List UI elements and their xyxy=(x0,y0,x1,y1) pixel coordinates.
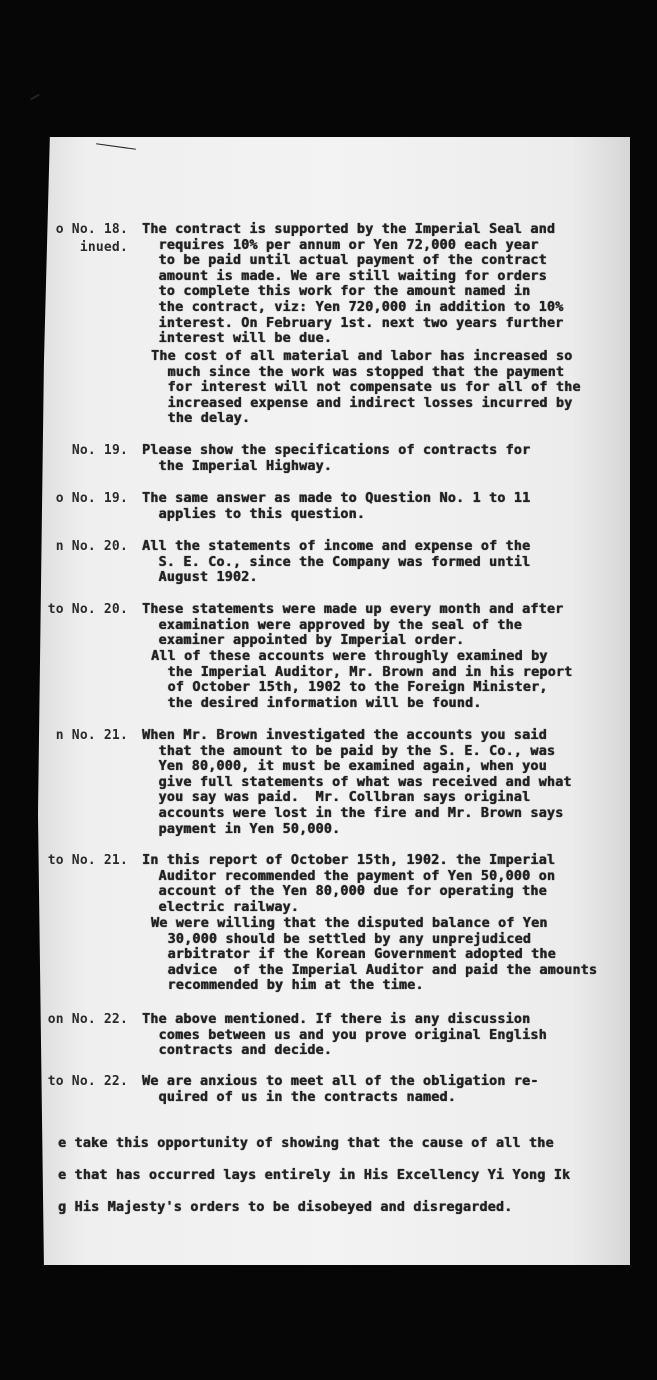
line: The cost of all material and labor has increased so xyxy=(151,349,573,364)
line: quired of us in the contracts named. xyxy=(142,1089,456,1105)
line: S. E. Co., since the Company was formed until xyxy=(142,554,531,570)
line: to be paid until actual payment of the contract xyxy=(142,253,547,269)
line: contracts and decide. xyxy=(142,1043,333,1059)
line: the Imperial Highway. xyxy=(142,458,333,474)
line: These statements were made up every month and after xyxy=(142,602,564,617)
line: arbitrator if the Korean Government adopted the xyxy=(151,947,556,963)
line: payment in Yen 50,000. xyxy=(142,821,341,837)
line: We are anxious to meet all of the obligation re- xyxy=(142,1074,539,1089)
line: We were willing that the disputed balance of Yen xyxy=(151,916,548,931)
entry-label: o No. 18. xyxy=(55,222,128,237)
line: examination were approved by the seal of the xyxy=(142,617,523,633)
entry-label: to No. 21. xyxy=(47,853,128,868)
line: amount is made. We are still waiting for orders xyxy=(142,268,547,284)
entry-label: to No. 20. xyxy=(47,602,128,617)
entry-label: n No. 20. xyxy=(55,539,128,554)
closing-line: g His Majesty's orders to be disobeyed and disregarded. xyxy=(58,1200,513,1215)
entry-label: o No. 19. xyxy=(55,491,128,506)
closing-paragraph xyxy=(0,1136,657,1215)
line: to complete this work for the amount named in xyxy=(142,284,531,300)
entry-label: n No. 21. xyxy=(55,728,128,743)
line: All of these accounts were throughly examined by xyxy=(151,649,548,664)
line: In this report of October 15th, 1902. the Imperial xyxy=(142,853,556,868)
line: recommended by him at the time. xyxy=(151,978,424,994)
line: applies to this question. xyxy=(142,506,366,522)
line: that the amount to be paid by the S. E. Co., was xyxy=(142,743,556,759)
line: Auditor recommended the payment of Yen 50,000 on xyxy=(142,868,556,884)
line: examiner appointed by Imperial order. xyxy=(142,633,465,649)
line: accounts were lost in the fire and Mr. Brown says xyxy=(142,806,564,821)
line: advice of the Imperial Auditor and paid the amounts xyxy=(151,962,598,978)
line: interest. On February 1st. next two years further xyxy=(142,315,564,331)
line: increased expense and indirect losses incurred by xyxy=(151,395,573,411)
entry-label: to No. 22. xyxy=(47,1074,128,1089)
line: the Imperial Auditor, Mr. Brown and in his report xyxy=(151,664,573,680)
line: Please show the specifications of contracts for xyxy=(142,443,531,458)
line: electric railway. xyxy=(142,899,299,915)
line: The same answer as made to Question No. 1 to 11 xyxy=(142,491,531,506)
line: give full statements of what was received and what xyxy=(142,774,572,790)
line: much since the work was stopped that the payment xyxy=(151,364,565,380)
line: When Mr. Brown investigated the accounts you said xyxy=(142,728,547,743)
scan-artifact xyxy=(30,94,40,101)
closing-line: e that has occurred lays entirely in His Excellency Yi Yong Ik xyxy=(58,1168,571,1183)
entry-label: No. 19. xyxy=(71,443,128,458)
line: 30,000 should be settled by any unprejudiced xyxy=(151,931,532,947)
line: account of the Yen 80,000 due for operating the xyxy=(142,884,547,900)
line: you say was paid. Mr. Collbran says original xyxy=(142,790,531,806)
line: Yen 80,000, it must be examined again, when you xyxy=(142,759,547,775)
entry-label-continued: inued. xyxy=(79,240,128,255)
line: The contract is supported by the Imperial Seal and xyxy=(142,222,556,237)
line: August 1902. xyxy=(142,570,258,586)
line: All the statements of income and expense of the xyxy=(142,539,531,554)
line: the delay. xyxy=(151,411,251,427)
entry-label: on No. 22. xyxy=(47,1012,128,1027)
line: the desired information will be found. xyxy=(151,695,482,711)
line: the contract, viz: Yen 720,000 in addition to 10% xyxy=(142,300,564,315)
closing-line: e take this opportunity of showing that the cause of all the xyxy=(58,1136,554,1151)
line: comes between us and you prove original English xyxy=(142,1027,547,1043)
line: for interest will not compensate us for all of the xyxy=(151,380,581,396)
line: of October 15th, 1902 to the Foreign Minister, xyxy=(151,680,548,696)
line: requires 10% per annum or Yen 72,000 each year xyxy=(142,237,539,253)
line: The above mentioned. If there is any discussion xyxy=(142,1012,531,1027)
line: interest will be due. xyxy=(142,331,333,347)
